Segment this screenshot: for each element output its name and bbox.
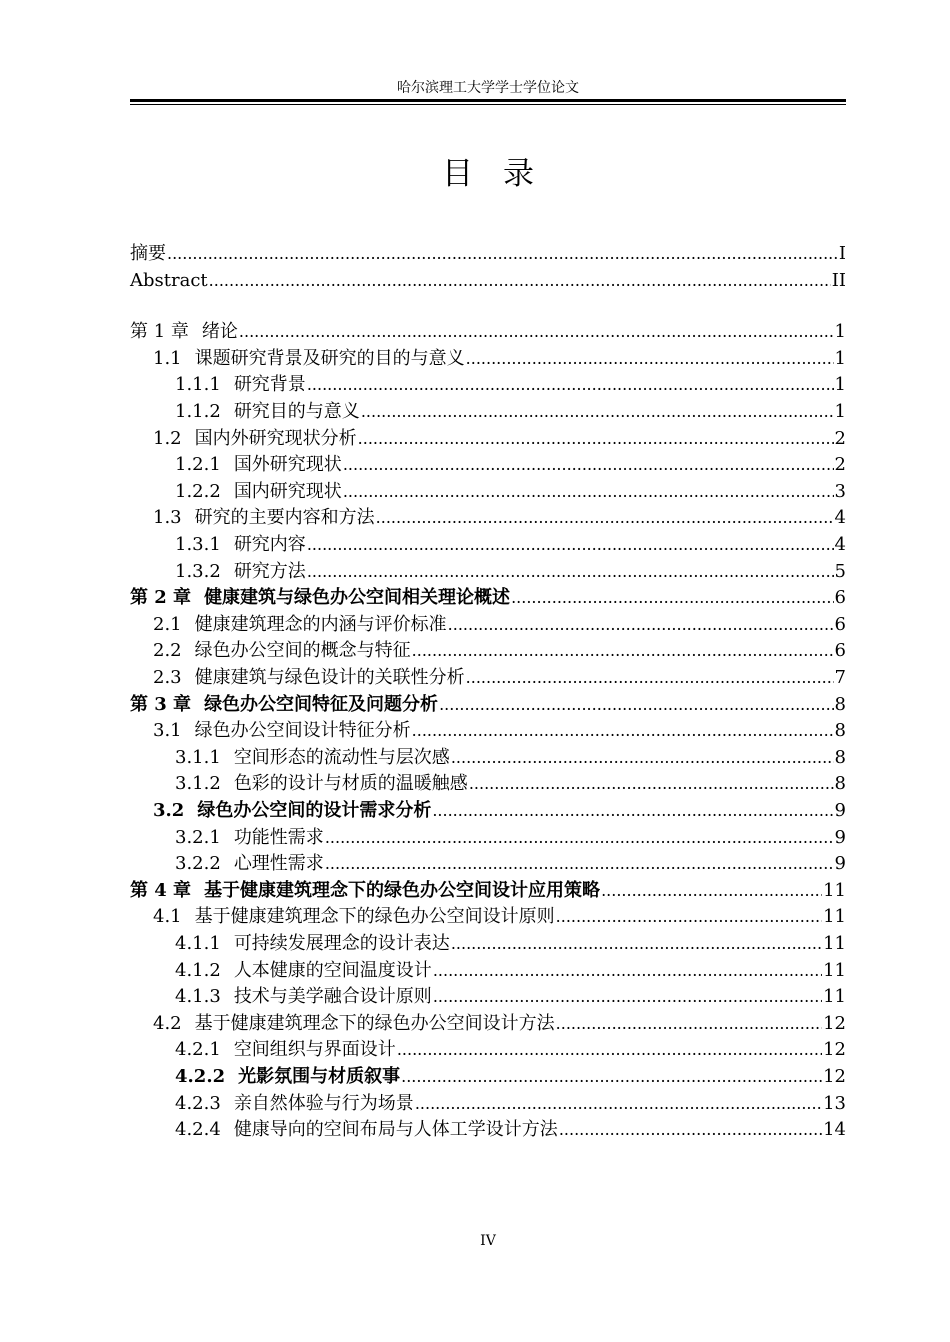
toc-entry[interactable] — [130, 241, 846, 267]
toc-entry-page: 2 — [834, 427, 846, 449]
toc-dot-leader — [401, 1064, 822, 1090]
toc-entry-label: 研究背景 — [233, 374, 306, 396]
toc-entry[interactable] — [130, 825, 846, 851]
toc-entry-page: 9 — [834, 853, 846, 875]
toc-entry-page: 2 — [834, 454, 846, 476]
toc-entry-page: II — [831, 269, 846, 291]
toc-dot-leader — [511, 585, 833, 611]
toc-entry-page: 3 — [834, 480, 846, 502]
toc-entry-number: 2.3 — [153, 667, 182, 688]
toc-entry-page: 12 — [823, 1066, 846, 1087]
toc-entry[interactable] — [130, 426, 846, 452]
running-header: 哈尔滨理工大学学士学位论文 — [397, 80, 579, 96]
toc-entry-page: 11 — [823, 879, 846, 901]
toc-entry[interactable] — [130, 904, 846, 930]
toc-entry-label: 色彩的设计与材质的温暖触感 — [233, 773, 468, 795]
toc-entry-label: 研究方法 — [233, 560, 306, 582]
toc-entry[interactable] — [130, 268, 846, 294]
toc-entry-label: 国外研究现状 — [233, 454, 342, 476]
page-number: IV — [480, 1233, 496, 1249]
toc-entry-label: 研究的主要内容和方法 — [194, 507, 375, 529]
toc-entry-label: 基于健康建筑理念下的绿色办公空间设计应用策略 — [204, 879, 601, 901]
toc-entry[interactable] — [130, 878, 846, 904]
toc-entry-number: 3.2 — [153, 800, 185, 821]
toc-dot-leader — [559, 1117, 822, 1143]
toc-entry-page: 1 — [834, 401, 846, 422]
toc-dot-leader — [343, 452, 834, 478]
toc-entry[interactable] — [130, 851, 846, 877]
toc-entry[interactable] — [130, 372, 846, 398]
toc-dot-leader — [466, 346, 834, 372]
toc-entry[interactable] — [130, 612, 846, 638]
toc-dot-leader — [469, 771, 834, 797]
toc-entry-label: 课题研究背景及研究的目的与意义 — [194, 347, 465, 369]
toc-entry-label: 人本健康的空间温度设计 — [233, 959, 432, 981]
toc-dot-leader — [361, 399, 834, 425]
toc-entry[interactable] — [130, 479, 846, 505]
toc-entry-page: 11 — [823, 986, 846, 1008]
toc-entry-number: 3.1.2 — [175, 773, 221, 795]
toc-entry-label: 绿色办公空间的设计需求分析 — [197, 800, 432, 821]
toc-entry-number: 1.2 — [153, 427, 182, 449]
toc-dot-leader — [448, 612, 834, 638]
toc-entry-number: 4.1.3 — [175, 986, 221, 1008]
toc-title: 目录 — [442, 156, 564, 192]
toc-entry-number: 1.1 — [153, 347, 182, 369]
toc-entry[interactable] — [130, 1011, 846, 1037]
toc-entry-label: 功能性需求 — [233, 826, 324, 848]
toc-entry-number: 3.1.1 — [175, 746, 221, 768]
toc-entry-page: 12 — [823, 1039, 846, 1061]
toc-entry-page: 7 — [834, 667, 846, 688]
toc-entry[interactable] — [130, 958, 846, 984]
toc-entry[interactable] — [130, 771, 846, 797]
toc-entry-number: 3.1 — [153, 720, 182, 742]
toc-entry-page: 11 — [823, 906, 846, 928]
toc-dot-leader — [433, 984, 822, 1010]
toc-dot-leader — [415, 1091, 822, 1117]
toc-entry-page: 8 — [834, 693, 846, 715]
toc-entry-label: 健康建筑与绿色办公空间相关理论概述 — [204, 587, 511, 609]
toc-entry-page: 8 — [834, 720, 846, 742]
toc-entry-number: 1.1.1 — [175, 374, 221, 396]
toc-entry[interactable] — [130, 346, 846, 372]
toc-entry[interactable] — [130, 798, 846, 824]
toc-entry-number: 1.3.1 — [175, 534, 221, 555]
toc-entry-page: 1 — [834, 321, 846, 343]
toc-entry-page: 1 — [834, 347, 846, 369]
toc-entry-page: 4 — [834, 534, 846, 555]
toc-entry-number: 1.1.2 — [175, 401, 221, 422]
header-rule-thick — [130, 99, 846, 102]
toc-entry-label: 绿色办公空间设计特征分析 — [194, 720, 411, 742]
toc-entry-label: 研究目的与意义 — [233, 401, 360, 422]
toc-dot-leader — [307, 559, 834, 585]
toc-entry-number: 第 2 章 — [130, 587, 192, 609]
toc-entry-label: 健康导向的空间布局与人体工学设计方法 — [233, 1119, 558, 1141]
toc-entry-number: 4.2.4 — [175, 1119, 221, 1141]
toc-entry-label: 国内研究现状 — [233, 480, 342, 502]
toc-dot-leader — [307, 532, 834, 558]
toc-entry-number: 4.2.3 — [175, 1092, 221, 1114]
toc-entry[interactable] — [130, 505, 846, 531]
toc-entry-number: 4.2.2 — [175, 1066, 226, 1087]
toc-entry-page: 6 — [834, 613, 846, 635]
toc-entry-page: 13 — [823, 1092, 846, 1114]
toc-entry[interactable] — [130, 319, 846, 345]
toc-entry-number: 4.2.1 — [175, 1039, 221, 1061]
toc-dot-leader — [343, 479, 834, 505]
toc-entry-label: 健康建筑理念的内涵与评价标准 — [194, 613, 447, 635]
toc-entry-number: 4.2 — [153, 1012, 182, 1034]
toc-entry-page: 6 — [834, 587, 846, 609]
toc-entry-label: 光影氛围与材质叙事 — [238, 1066, 401, 1087]
toc-entry[interactable] — [130, 745, 846, 771]
toc-entry-label: 健康建筑与绿色设计的关联性分析 — [194, 667, 465, 688]
toc-dot-leader — [209, 268, 831, 294]
toc-entry-page: 1 — [834, 374, 846, 396]
toc-entry-label: 基于健康建筑理念下的绿色办公空间设计原则 — [194, 906, 555, 928]
toc-dot-leader — [466, 665, 834, 691]
toc-entry-label: 空间形态的流动性与层次感 — [233, 746, 450, 768]
toc-entry[interactable] — [130, 585, 846, 611]
toc-dot-leader — [307, 372, 834, 398]
toc-entry-number: 3.2.1 — [175, 826, 221, 848]
toc-entry-number: 第 1 章 — [130, 321, 189, 343]
toc-dot-leader — [376, 505, 834, 531]
toc-entry-page: 9 — [834, 826, 846, 848]
toc-entry-label: 心理性需求 — [233, 853, 324, 875]
toc-entry-label: 可持续发展理念的设计表达 — [233, 933, 450, 954]
toc-dot-leader — [439, 692, 833, 718]
toc-dot-leader — [451, 745, 834, 771]
toc-entry-page: 6 — [834, 640, 846, 662]
toc-entry-number: 1.2.2 — [175, 480, 221, 502]
toc-entry-number: 2.1 — [153, 613, 182, 635]
toc-dot-leader — [325, 825, 834, 851]
toc-dot-leader — [433, 958, 822, 984]
toc-entry-page: I — [838, 243, 846, 264]
toc-entry[interactable] — [130, 452, 846, 478]
toc-entry-page: 12 — [823, 1012, 846, 1034]
toc-dot-leader — [358, 426, 834, 452]
toc-entry[interactable] — [130, 559, 846, 585]
toc-entry-page: 5 — [834, 560, 846, 582]
toc-dot-leader — [412, 638, 834, 664]
toc-entry-page: 4 — [834, 507, 846, 529]
toc-dot-leader — [167, 241, 838, 267]
toc-entry[interactable] — [130, 1037, 846, 1063]
toc-entry[interactable] — [130, 1117, 846, 1143]
toc-entry-page: 11 — [823, 933, 846, 954]
toc-entry-label: 摘要 — [130, 243, 166, 264]
toc-entry-number: 2.2 — [153, 640, 182, 662]
toc-entry-number: 第 4 章 — [130, 879, 192, 901]
toc-entry-label: 研究内容 — [233, 534, 306, 555]
toc-entry-number: 1.3 — [153, 507, 182, 529]
toc-entry[interactable] — [130, 984, 846, 1010]
toc-entry-page: 11 — [823, 959, 846, 981]
toc-entry[interactable] — [130, 718, 846, 744]
toc-entry[interactable] — [130, 665, 846, 691]
toc-dot-leader — [451, 931, 822, 957]
toc-entry-number: 第 3 章 — [130, 693, 192, 715]
toc-entry-label: 绿色办公空间特征及问题分析 — [204, 693, 439, 715]
toc-entry[interactable] — [130, 1091, 846, 1117]
toc-dot-leader — [556, 1011, 822, 1037]
toc-dot-leader — [432, 798, 833, 824]
toc-entry-label: 空间组织与界面设计 — [233, 1039, 396, 1061]
toc-entry-label: 绿色办公空间的概念与特征 — [194, 640, 411, 662]
toc-entry[interactable] — [130, 692, 846, 718]
toc-entry-label: 亲自然体验与行为场景 — [233, 1092, 414, 1114]
toc-entry-label: 绪论 — [201, 321, 238, 343]
toc-entry-number: 1.3.2 — [175, 560, 221, 582]
toc-entry-number: 4.1.2 — [175, 959, 221, 981]
toc-dot-leader — [397, 1037, 822, 1063]
toc-entry-label: 基于健康建筑理念下的绿色办公空间设计方法 — [194, 1012, 555, 1034]
toc-entry-number: 4.1.1 — [175, 933, 221, 954]
toc-dot-leader — [601, 878, 822, 904]
toc-dot-leader — [325, 851, 834, 877]
toc-entry-label: Abstract — [130, 269, 208, 291]
toc-entry-number: 4.1 — [153, 906, 182, 928]
toc-entry-number: 1.2.1 — [175, 454, 221, 476]
toc-entry[interactable] — [130, 532, 846, 558]
toc-entry[interactable] — [130, 638, 846, 664]
toc-dot-leader — [556, 904, 822, 930]
toc-entry-page: 14 — [823, 1119, 846, 1141]
toc-entry[interactable] — [130, 931, 846, 957]
toc-entry-page: 8 — [834, 773, 846, 795]
toc-entry-label: 国内外研究现状分析 — [194, 427, 357, 449]
toc-entry[interactable] — [130, 399, 846, 425]
toc-entry-number: 3.2.2 — [175, 853, 221, 875]
header-rule-thin — [130, 104, 846, 105]
toc-dot-leader — [239, 319, 834, 345]
toc-dot-leader — [412, 718, 834, 744]
toc-entry-page: 9 — [834, 800, 846, 821]
toc-entry-label: 技术与美学融合设计原则 — [233, 986, 432, 1008]
toc-entry[interactable] — [130, 1064, 846, 1090]
toc-entry-page: 8 — [834, 746, 846, 768]
